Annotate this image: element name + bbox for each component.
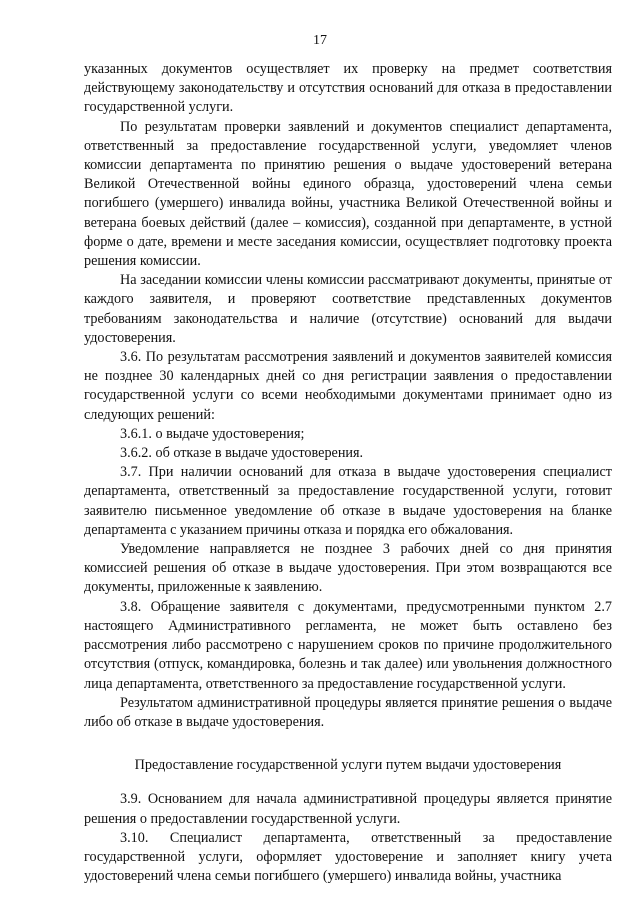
paragraph: указанных документов осуществляет их проверку на предмет соответствия действующему законодательству и отсутствия оснований для отказа в предоставлении государственной услуги. — [84, 61, 612, 116]
paragraph: 3.6.2. об отказе в выдаче удостоверения. — [120, 445, 364, 462]
paragraph: Уведомление направляется не позднее 3 рабочих дней со дня принятия комиссией решения об отказе в выдаче удостоверения. При этом возвращаются все документы, приложенные к заявлению. — [84, 541, 612, 596]
paragraph: 3.6. По результатам рассмотрения заявлений и документов заявителей комиссия не позднее 30 календарных дней со дня регистрации заявления о предоставлении государственной услуги со всеми необходимыми документами принимает одно из следующих решений: — [84, 349, 612, 423]
paragraph: 3.9. Основанием для начала административной процедуры является принятие решения о предоставлении государственной услуги. — [84, 791, 612, 827]
paragraph: Результатом административной процедуры является принятие решения о выдаче либо об отказе в выдаче удостоверения. — [84, 694, 612, 730]
paragraph: 3.7. При наличии оснований для отказа в выдаче удостоверения специалист департамента, ответственный за предоставление государственной услуги, готовит заявителю письменное уведомление об отказе в выдаче удостоверения на бланке департамента с указанием причины отказа и порядка его обжалования. — [84, 464, 612, 538]
paragraph: 3.6.1. о выдаче удостоверения; — [120, 425, 305, 442]
paragraph: По результатам проверки заявлений и документов специалист департамента, ответственный за предоставление государственной услуги, уведомляет членов комиссии департамента по принятию решения о выдаче удостоверений ветерана Великой Отечественной войны единого образца, удостоверений члена семьи погибшего (умершего) инвалида войны, участника Великой Отечественной войны и ветерана боевых действий (далее – комиссия), созданной при департаменте, в устной форме о дате, времени и месте заседания комиссии, осуществляет подготовку проекта решения комиссии. — [84, 118, 612, 270]
paragraph: 3.8. Обращение заявителя с документами, предусмотренными пунктом 2.7 настоящего Административного регламента, не может быть оставлено без рассмотрения либо рассмотрено с нарушением сроков по причине продолжительного отсутствия (отпуск, командировка, болезнь и так далее) или увольнения должностного лица департамента, ответственного за предоставление государственной услуги. — [84, 598, 612, 692]
paragraph: 3.10. Специалист департамента, ответственный за предоставление государственной услуги, оформляет удостоверение и заполняет книгу учета удостоверений члена семьи погибшего (умершего) инвалида войны, участника — [84, 829, 612, 885]
document-body — [84, 60, 612, 886]
section-heading: Предоставление государственной услуги путем выдачи удостоверения — [134, 757, 562, 774]
page-number: 17 — [313, 33, 327, 48]
paragraph: На заседании комиссии члены комиссии рассматривают документы, принятые от каждого заявителя, и проверяют соответствие представленных документов требованиям законодательства и наличие (отсутствие) оснований для выдачи удостоверения. — [84, 272, 612, 346]
